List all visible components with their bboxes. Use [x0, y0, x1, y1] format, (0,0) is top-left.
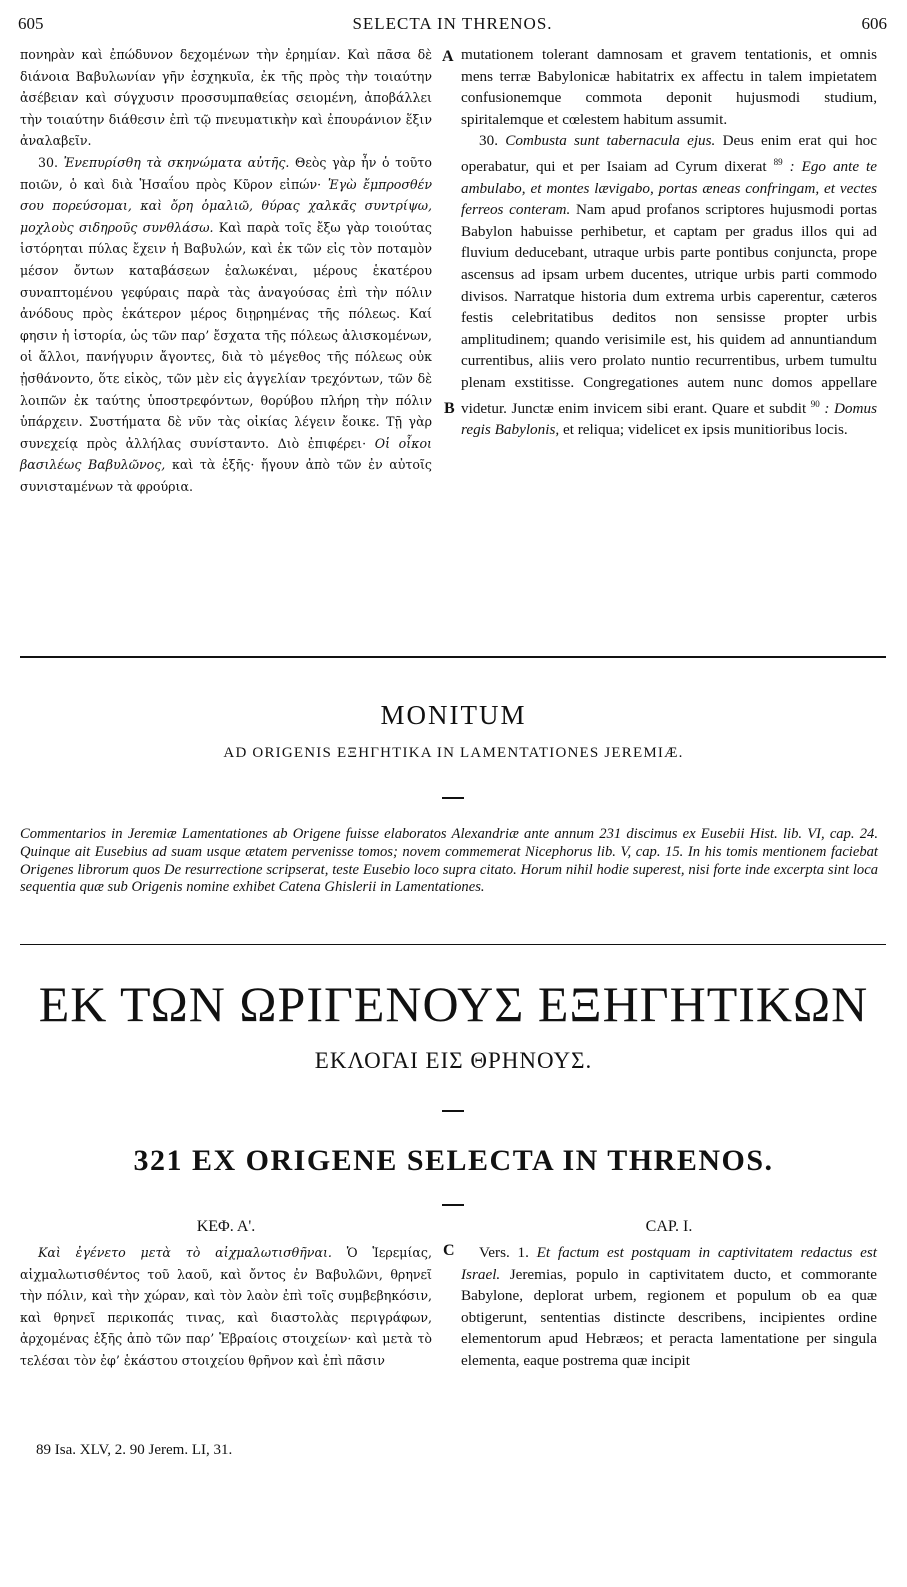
page-number-left: 605 — [18, 14, 44, 33]
running-header — [18, 14, 887, 36]
monitum-text: Commentarios in Jeremiæ Lamentationes ab Origene fuisse elaboratos Alexandriæ ante annum 231 discimus ex Eusebii Hist. lib. VI, cap. 24. Quinque ait Eusebius ad suam usque ætatem pervenisse tomos; novem commemerat Nicephorus lib. V, cap. 15. In his tomis mentionem faciebat Origenes librorum quos De resurrectione scripserat, teste Eusebio loco supra citato. Horum nihil hodie superest, nisi forte inde excerpta sint loca sequentia quæ sub Origenis nomine exhibet Catena Ghislerii in Lamentationes. — [20, 826, 878, 896]
margin-letter-b: B — [444, 400, 455, 417]
page-number-right: 606 — [861, 14, 887, 33]
greek-quote: Ἐγὼ ἔμπροσθέν σου πορεύσομαι, καὶ ὄρη ὁμαλιῶ, θύρας χαλκᾶς συντρίψω, μοχλοὺς σιδηροῦς συνθλάσω. — [20, 176, 432, 235]
margin-letter-c: C — [443, 1242, 455, 1259]
verse-number: 30. — [38, 154, 59, 170]
greek-text: Ὁ Ἱερεμίας, αἰχμαλωτισθέντος τοῦ λαοῦ, καὶ ὄντος ἐν Βαβυλῶνι, θρηνεῖ τὴν πόλιν, καὶ τὴν χώραν, καὶ τὸν λαὸν ἐπὶ τοῖς συμβεβηκόσιν, καὶ θρηνεῖ περικοπάς τινας, καὶ διαστολὰς περιγράφων, ἀρχομένας ἑξῆς ἀπὸ τῶν παρ’ Ἑβραίοις στοιχείων· καὶ μετὰ τὸ τελέσαι τὸν ἐφ’ ἑκάστου στοιχείου θρῆνον καὶ ἐπὶ πᾶσιν — [20, 1245, 432, 1368]
latin-column-top — [461, 44, 877, 441]
margin-letter-a: A — [442, 48, 454, 65]
greek-paragraph-30 — [20, 152, 432, 498]
greek-quote: Οἱ οἶκοι βασιλέως Βαβυλῶνος, — [20, 435, 432, 473]
verse-number: 30. — [479, 132, 498, 150]
greek-text: Θεὸς γὰρ ἦν ὁ τοῦτο ποιῶν, ὁ καὶ διὰ Ἡσαΐου πρὸς Κῦρον εἰπών· — [20, 154, 432, 192]
footnotes: 89 Isa. XLV, 2. 90 Jerem. LI, 31. — [36, 1442, 233, 1458]
running-title: SELECTA IN THRENOS. — [352, 14, 553, 33]
latin-quote: : Ego ante te ambulabo, et montes lævigabo, portas æneas confringam, et vectes ferreos conteram. — [461, 158, 878, 219]
latin-lemma: Combusta sunt tabernacula ejus. — [505, 132, 716, 150]
separator-dash — [442, 1110, 464, 1112]
greek-lemma: Ἐνεπυρίσθη τὰ σκηνώματα αὐτῆς. — [63, 154, 290, 170]
footnote-ref: 90 — [810, 398, 820, 409]
separator-dash — [442, 797, 464, 799]
greek-text: Καὶ παρὰ τοῖς ἔξω γὰρ τοιούτας ἱστόρηται πύλας ἔχειν ἡ Βαβυλών, καὶ ἐκ τῶν εἰς τὸν ποταμὸν μέσον ὄντων καταβάσεων ἑαλωκέναι, μέρους ἑκατέρου συναπτομένου γεφύραις παρὰ τὰς ἀναγούσας ἐπὶ τὴν πόλιν ἀνόδους πρὸς ἑκάτερον μέρος διῃρημένας τῆς πόλεως. Καί φησιν ἡ ἱστορία, ὡς τῶν παρ’ ἔσχατα τῆς πόλεως ἁλισκομένων, οἱ ἄλλοι, πανήγυριν ἄγοντες, διὰ τὸ μέγεθος τῆς πόλεως οὐκ ᾐσθάνοντο, ὅτε εἰκὸς, τῶν μὲν εἰς ἀγγελίαν τρεχόντων, τῶν δὲ λοιπῶν ἐκ ταύτης ὑποστρεφόντων, θορύβου πλήρη τὴν πόλιν ὑπάρχειν. Συστήματα δὲ νῦν τὰς οἰκίας λέγειν ἔοικε. Τῇ γὰρ συνεχείᾳ πρὸς ἀλλήλας συνίσταντο. Διὸ ἐπιφέρει· — [20, 219, 432, 451]
monitum-title: MONITUM — [380, 700, 527, 730]
footnote-ref: 89 — [773, 156, 783, 167]
latin-text: Deus enim erat qui hoc operabatur, qui et per Isaiam ad Cyrum dixerat — [461, 132, 878, 176]
greek-main-title: ΕΚ ΤΩΝ ΩΡΙΓΕΝΟΥΣ ΕΞΗΓΗΤΙΚΩΝ — [38, 976, 869, 1032]
monitum-subtitle: AD ORIGENIS ΕΞΗΓΗΤΙΚΑ IN LAMENTATIONES JEREMIÆ. — [223, 745, 684, 761]
latin-chapter-head: CAP. I. — [645, 1218, 693, 1235]
section-rule — [20, 656, 886, 658]
section-rule — [20, 944, 886, 945]
greek-chapter-head: ΚΕΦ. Α'. — [196, 1218, 256, 1235]
verse-label: Vers. 1. — [479, 1244, 529, 1261]
greek-chapter-paragraph — [20, 1242, 432, 1372]
latin-text: et reliqua; videlicet ex ipsis munitioribus locis. — [562, 421, 848, 439]
latin-column-bottom — [461, 1242, 877, 1372]
latin-quote: : Domus regis Babylonis, — [461, 399, 877, 439]
latin-text: Nam apud profanos scriptores hujusmodi portas Babylon habuisse perhibetur, et captam per gradus illos qui ad fluvium deducebant, utraque urbis parte pontibus conjuncta, prope ascensus ad ipsam urbem ducentes, utrique urbis parti commodo divisos. Narratque historia dum extrema urbis caperentur, cæteros festis celebritatibus deditos non sensisse propter urbis amplitudinem; quando verisimile est, his quidem ad annuntiandum currentibus, aliis vero prolato nuntio recurrentibus, urbem tumultu plenam exstitisse. Congregationes autem nunc domos appellare videtur. Junctæ enim invicem sibi erant. Quare et subdit — [461, 201, 878, 417]
greek-paragraph: πονηρὰν καὶ ἐπώδυνον δεχομένων τὴν ἐρημίαν. Καὶ πᾶσα δὲ διάνοια Βαβυλωνίαν γῆν ἐσχηκυῖα, ἐκ τῆς πρὸς τὴν τοιαύτην ἀσέβειαν καὶ σύγχυσιν προσσυμπαθείας σειομένη, ἀποβάλλει τὴν τοιαύτην διάθεσιν ἐπὶ τῷ πνευματικὴν καὶ ἐπουράνιον ἕξιν ἀναλαβεῖν. — [20, 47, 432, 149]
latin-lemma: Et factum est postquam in captivitatem redactus est Israel. — [461, 1244, 878, 1283]
greek-main-subtitle: ΕΚΛΟΓΑΙ ΕΙΣ ΘΡΗΝΟΥΣ. — [314, 1048, 593, 1073]
latin-main-title: 321 EX ORIGENE SELECTA IN THRENOS. — [133, 1144, 774, 1177]
latin-paragraph: mutationem tolerant damnosam et gravem tentationis, et omnis mens terræ Babylonicæ habitatrix ex affectu in talem impietatem confusionemque commota deponit hujusmodi studium, spiritalemque et cœlestem habitum assumit. — [461, 46, 877, 128]
greek-column-top — [20, 44, 432, 497]
separator-dash — [442, 1204, 464, 1206]
greek-column-bottom — [20, 1242, 432, 1372]
latin-text: Jeremias, populo in captivitatem ducto, et commorante Babylone, deplorat urbem, regionem et populum ob ea quæ obtigerunt, sententias distincte describens, incipientes ordine elementorum apud Hebræos; et peracta lamentatione per singula elementa, eaque postrema quæ incipit — [461, 1265, 878, 1369]
greek-lemma: Καὶ ἐγένετο μετὰ τὸ αἰχμαλωτισθῆναι. — [38, 1245, 332, 1260]
latin-chapter-paragraph — [461, 1242, 877, 1372]
greek-text: καὶ τὰ ἑξῆς· ἤγουν ἀπὸ τῶν ἐν αὐτοῖς συνισταμένων τὰ φρούρια. — [20, 457, 432, 494]
latin-paragraph-30 — [461, 130, 877, 440]
